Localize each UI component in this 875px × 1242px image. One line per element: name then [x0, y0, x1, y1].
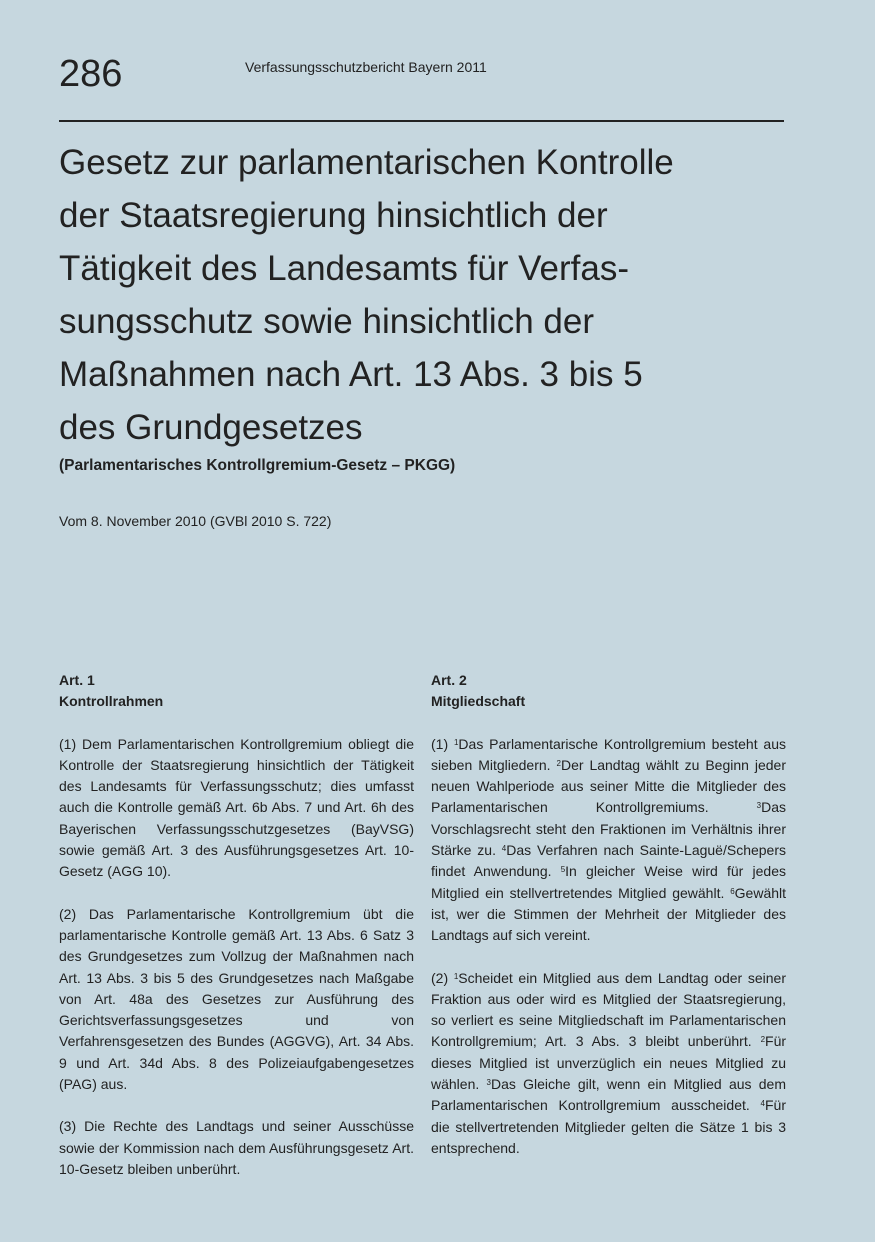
page-number: 286 [59, 53, 123, 95]
sentence-number: 4 [501, 844, 507, 854]
title-line: Tätigkeit des Landesamts für Verfas- [59, 249, 629, 288]
sentence-number: 4 [760, 1099, 765, 1109]
sentence: Gewählt ist, wer die Stimmen der Mehrheit der Mitglieder des Landtags auf sich vereint. [431, 884, 787, 944]
article-number: Art. 2 [431, 672, 467, 688]
sentence-number: 5 [560, 865, 566, 875]
paragraph: (1) Dem Parlamentarischen Kontrollgremium obliegt die Kontrolle der Staatsregierung hinsichtlich der Tätigkeit des Landesamts für Verfassungsschutz; dies umfasst auch die Kontrolle gemäß Art. 6b Abs. 7 und Art. 6h des Bayerischen Verfassungsschutzgesetzes (BayVSG) sowie gemäß Art. 3 des Ausführungsgesetzes Art. 10-Gesetz (AGG 10). [59, 735, 414, 880]
sentence: Das Gleiche gilt, wenn ein Mitglied aus dem Parlamentarischen Kontrollgremium ausscheidet. [431, 1076, 787, 1114]
sentence-number: 2 [556, 758, 561, 768]
title-line: Gesetz zur parlamentarischen Kontrolle [59, 143, 674, 182]
running-head: Verfassungsschutzbericht Bayern 2011 [245, 59, 487, 75]
paragraph [431, 968, 786, 1160]
column-left [59, 670, 414, 1201]
paragraph-label: (1) [431, 735, 449, 752]
sentence: Das Vorschlagsrecht steht den Fraktionen im Verhältnis ihrer Stärke zu. [431, 799, 786, 859]
sentence: In gleicher Weise wird für jedes Mitglied ein stellvertretendes Mitglied gewählt. [431, 863, 786, 901]
law-subtitle: (Parlamentarisches Kontrollgremium-Gesetz – PKGG) [59, 457, 456, 474]
title-line: des Grundgesetzes [59, 408, 363, 447]
law-title [59, 136, 799, 454]
title-line: sungsschutz sowie hinsichtlich der [59, 302, 594, 341]
article-number: Art. 1 [59, 672, 95, 688]
sentence: Scheidet ein Mitglied aus dem Landtag oder seiner Fraktion aus oder wird es Mitglied der Staatsregierung, so verliert es seine Mitgliedschaft im Parlamentarischen Kontrollgremium; Art. 3 Abs. 3 bleibt unberührt. [431, 969, 787, 1050]
paragraph: (3) Die Rechte des Landtags und seiner Ausschüsse sowie der Kommission nach dem Ausführungsgesetz Art. 10-Gesetz bleiben unberührt. [59, 1118, 414, 1177]
sentence-number: 2 [760, 1035, 766, 1045]
paragraph-label: (2) [431, 969, 449, 986]
title-line: Maßnahmen nach Art. 13 Abs. 3 bis 5 [59, 355, 643, 394]
sentence: Das Parlamentarische Kontrollgremium besteht aus sieben Mitgliedern. [431, 735, 787, 773]
sentence-number: 1 [453, 971, 459, 981]
sentence: Für dieses Mitglied ist unverzüglich ein neues Mitglied zu wählen. [431, 1033, 787, 1093]
sentence: Der Landtag wählt zu Beginn jeder neuen Wahlperiode aus seiner Mitte die Mitglieder des Parlamentarischen Kontrollgremiums. [431, 756, 786, 816]
article-title: Mitgliedschaft [431, 693, 526, 710]
sentence-number: 3 [756, 801, 762, 811]
title-line: der Staatsregierung hinsichtlich der [59, 196, 608, 235]
article-heading [431, 670, 786, 713]
sentence-number: 1 [453, 737, 459, 747]
article-heading [59, 670, 414, 713]
paragraph: (2) Das Parlamentarische Kontrollgremium übt die parlamentarische Kontrolle gemäß Art. 13 Abs. 6 Satz 3 des Grundgesetzes zum Vollzug der Maßnahmen nach Art. 13 Abs. 3 bis 5 des Grundgesetzes nach Maßgabe von Art. 48a des Gesetzes zur Ausführung des Gerichtsverfassungsgesetzes und von Verfahrensgesetzen des Bundes (AGGVG), Art. 34 Abs. 9 und Art. 34d Abs. 8 des Polizeiaufgabengesetzes (PAG) aus. [59, 905, 414, 1093]
sentence-number: 6 [730, 886, 735, 896]
sentence: Das Verfahren nach Sainte-Laguë/Schepers findet Anwendung. [431, 842, 787, 880]
column-right [431, 670, 786, 1180]
header-rule [59, 120, 784, 122]
article-title: Kontrollrahmen [59, 693, 164, 710]
sentence-number: 3 [486, 1078, 491, 1088]
date-line: Vom 8. November 2010 (GVBl 2010 S. 722) [59, 513, 332, 529]
paragraph [431, 734, 786, 947]
sentence: Für die stellvertretenden Mitglieder gelten die Sätze 1 bis 3 entsprechend. [431, 1097, 786, 1156]
